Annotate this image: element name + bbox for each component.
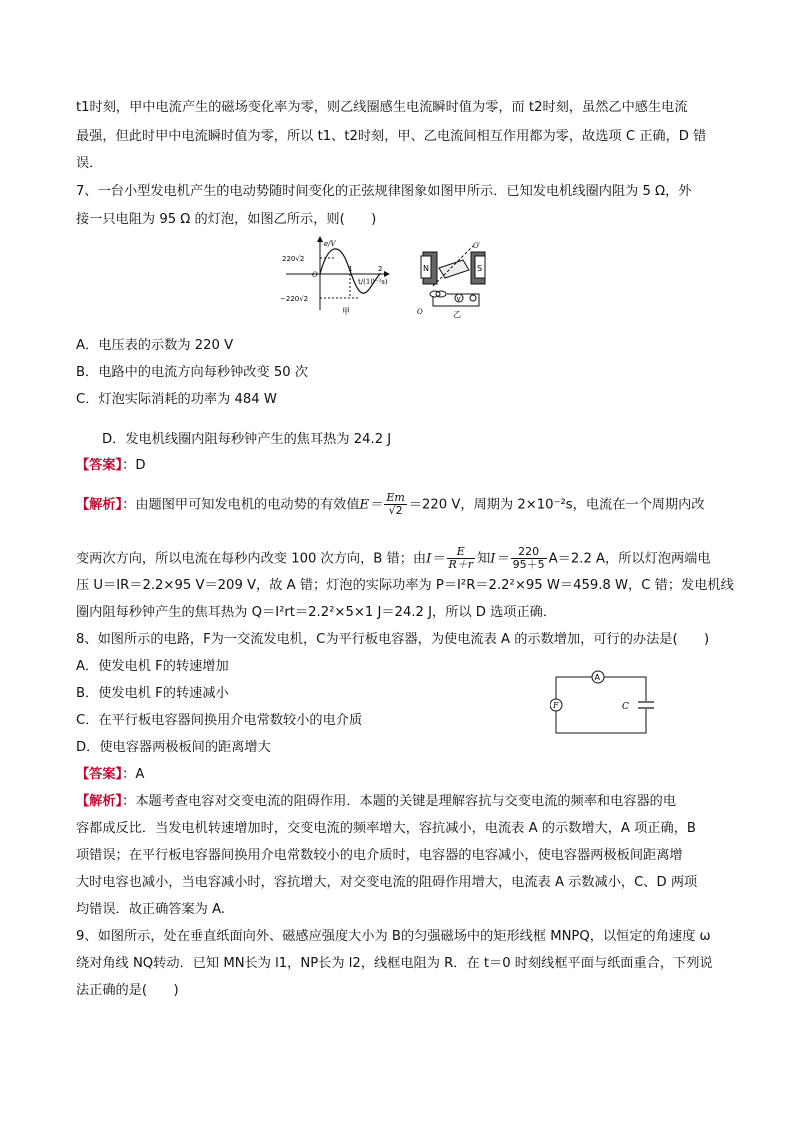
line-text: t1时刻，甲中电流产生的磁场变化率为零，则乙线圈感生电流瞬时值为零，而 t2时刻，虽然乙中感生电流: [76, 100, 688, 115]
explanation-8-line2: 容都成反比．当发电机转速增加时，交变电流的频率增大，容抗减小，电流表 A 的示数增大，A 项正确，B: [76, 821, 696, 836]
option-8c: C．在平行板电容器间换用介电常数较小的电介质: [76, 713, 363, 728]
question-9-stem-end: 法正确的是( ): [76, 983, 179, 998]
text-line: 误．: [76, 156, 103, 171]
option-7a: A．电压表的示数为 220 V: [76, 338, 234, 353]
answer-value: ：D: [122, 458, 146, 473]
answer-8: [76, 766, 144, 784]
explanation-8-line4: 大时电容也减小，当电容减小时，容抗增大，对交变电流的阻碍作用增大，电流表 A 示数减小，C、D 两项: [76, 875, 698, 890]
caption-yi: 乙: [453, 310, 461, 318]
explanation-tag: 【解析】: [76, 497, 123, 513]
x-axis-label: t/(10⁻²s): [358, 278, 388, 286]
figure-7-generator: [413, 238, 493, 318]
generator-label: F: [553, 701, 559, 710]
y-tick-bottom: −220√2: [280, 295, 309, 303]
option-8b: B．使发电机 F的转速减小: [76, 686, 229, 701]
explanation-8-line1: 【解析】：本题考查电容对交变电流的阻碍作用．本题的关键是理解容抗与交变电流的频率和电容器的电: [76, 794, 677, 809]
explanation-8-line3: 项错误；在平行板电容器间换用介电常数较小的电介质时，电容器的电容减小，使电容器两极板间距离增: [76, 848, 683, 863]
explanation-7-line3: 压 U＝IR＝2.2×95 V＝209 V，故 A 错；灯泡的实际功率为 P＝I²R＝2.2²×95 W＝459.8 W，C 错；发电机线: [76, 578, 734, 593]
fraction-em-sqrt2: $\frac{Em}{√2}$: [386, 491, 405, 517]
fraction-current-value: $\frac{220}{95+5}$: [512, 545, 545, 571]
figure-7-sine-graph: [280, 236, 392, 316]
capacitor-label: C: [622, 702, 629, 712]
caption-jia: 甲: [342, 307, 350, 316]
explanation-8-line5: 均错误．故正确答案为 A.: [76, 902, 226, 917]
option-8a: A．使发电机 F的转速增加: [76, 659, 229, 674]
option-7d: D．发电机线圈内阻每秒钟产生的焦耳热为 24.2 J: [102, 432, 392, 447]
y-tick-top: 220√2: [282, 255, 305, 263]
pole-n-label: N: [423, 264, 429, 273]
x-tick-2: 2: [378, 265, 383, 273]
answer-7: [76, 457, 146, 475]
axis-o-prime-label: O′: [473, 242, 481, 250]
option-8d: D．使电容器两极板间的距离增大: [76, 740, 271, 755]
text-line: 最强，但此时甲中电流瞬时值为零，所以 t1、t2时刻，甲、乙电流间相互作用都为零，故选项 C 正确，D 错: [76, 129, 707, 144]
question-7-stem-cont: 接一只电阻为 95 Ω 的灯泡，如图乙所示，则( ): [76, 212, 377, 227]
option-7b: B．电路中的电流方向每秒钟改变 50 次: [76, 365, 309, 380]
origin-label: O: [312, 271, 318, 279]
x-tick-1: 1: [348, 265, 353, 273]
figure-8-circuit: [550, 668, 660, 738]
question-7-stem: 7、一台小型发电机产生的电动势随时间变化的正弦规律图象如图甲所示．已知发电机线圈内阻为 5 Ω，外: [76, 184, 692, 199]
explanation-tag: 【解析】: [76, 794, 123, 809]
question-9-stem-cont: 绕对角线 NQ转动．已知 MN长为 l1，NP长为 l2，线框电阻为 R．在 t＝0 时刻线框平面与纸面重合，下列说: [76, 956, 713, 971]
explanation-7-line4: 圈内阻每秒钟产生的焦耳热为 Q＝I²rt＝2.2²×5×1 J＝24.2 J，所以 D 选项正确．: [76, 605, 557, 620]
answer-tag: 【答案】: [76, 458, 123, 473]
y-axis-label: e/V: [324, 240, 336, 248]
pole-s-label: S: [477, 264, 483, 273]
explanation-7-line2: 变两次方向，所以电流在每秒内改变 100 次方向，B 错；由I＝ $\frac{E}{R+r}$ 知I＝ $\frac{220}{95+5}$ A＝2.2 A，所以灯泡两端电: [76, 545, 711, 571]
axis-o-label: O: [417, 308, 423, 316]
ammeter-label: A: [594, 673, 600, 682]
fraction-current: $\frac{E}{R+r}$: [448, 545, 474, 571]
voltmeter-label: V: [456, 296, 461, 303]
text-line: [76, 99, 688, 117]
explanation-7-line1: 【解析】：由题图甲可知发电机的电动势的有效值E＝ $\frac{Em}{√2}$ ＝220 V，周期为 2×10⁻²s，电流在一个周期内改: [76, 491, 705, 517]
option-7c: C．灯泡实际消耗的功率为 484 W: [76, 392, 277, 407]
question-8-stem: 8、如图所示的电路，F为一交流发电机，C为平行板电容器，为使电流表 A 的示数增加，可行的办法是( ): [76, 632, 710, 647]
answer-tag: 【答案】: [76, 767, 123, 782]
answer-value: ：A: [122, 767, 145, 782]
question-9-stem: 9、如图所示，处在垂直纸面向外、磁感应强度大小为 B的匀强磁场中的矩形线框 MNPQ，以恒定的角速度 ω: [76, 929, 711, 944]
